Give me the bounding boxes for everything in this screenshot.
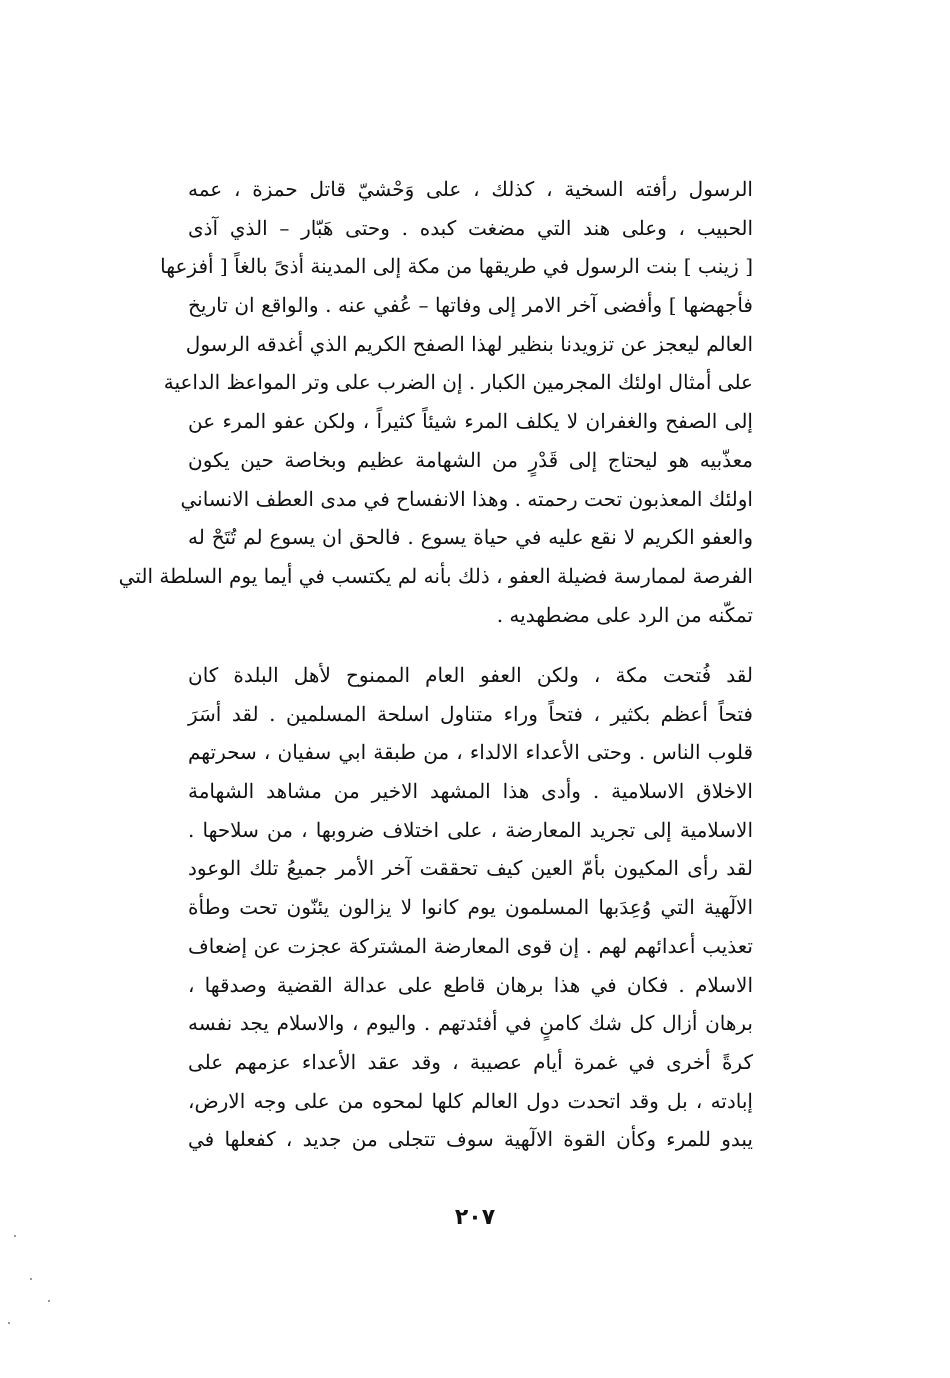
- text-line: على أمثال اولئك المجرمين الكبار . إن الضرب على وتر المواعظ الداعية: [163, 370, 753, 395]
- text-line: الرسول رأفته السخية ، كذلك ، على وَحْشيّ قاتل حمزة ، عمه: [188, 177, 753, 201]
- text-line: لقد رأى المكيون بأمّ العين كيف تحققت آخر الأمر جميعُ تلك الوعود: [188, 856, 753, 881]
- text-line: برهان أزال كل شك كامنٍ في أفئدتهم . واليوم ، والاسلام يجد نفسه: [188, 1011, 753, 1036]
- text-line: لقد فُتحت مكة ، ولكن العفو العام الممنوح لأهل البلدة كان: [188, 663, 753, 687]
- scan-speck: [48, 1300, 50, 1302]
- scan-speck: [14, 1235, 16, 1237]
- text-line: العالم ليعجز عن تزويدنا بنظير لهذا الصفح الكريم الذي أغدقه الرسول: [185, 331, 753, 356]
- text-line: والعفو الكريم لا نقع عليه في حياة يسوع . فالحق ان يسوع لم تُتَحْ له: [188, 525, 753, 550]
- text-line: الاخلاق الاسلامية . وأدى هذا المشهد الاخير من مشاهد الشهامة: [188, 779, 753, 804]
- text-line: الالٓهية التي وُعِدَبها المسلمون يوم كانوا لا يزالون يئنّون تحت وطأة: [188, 895, 753, 920]
- text-line: [ زينب ] بنت الرسول في طريقها من مكة إلى المدينة أذىً بالغاً [ أفزعها: [160, 254, 753, 279]
- text-line: اولئك المعذبون تحت رحمته . وهذا الانفساح في مدى العطف الانساني: [180, 486, 753, 511]
- scan-speck: [8, 1322, 10, 1324]
- text-line: معذّبيه هو ليحتاج إلى قَدْرٍ من الشهامة عظيم وبخاصة حين يكون: [188, 447, 753, 472]
- text-line: كرةً أخرى في غمرة أيام عصيبة ، وقد عقد الأعداء عزمهم على: [188, 1049, 753, 1074]
- scan-speck: [30, 1278, 32, 1280]
- text-line: قلوب الناس . وحتى الأعداء الالداء ، من طبقة ابي سفيان ، سحرتهم: [188, 740, 753, 765]
- text-line: إبادته ، بل وقد اتحدت دول العالم كلها لمحوه من على وجه الارض،: [188, 1088, 753, 1113]
- text-line: فأجهضها ] وأفضى آخر الامر إلى وفاتها – عُفي عنه . والواقع ان تاريخ: [188, 293, 753, 318]
- text-line: الفرصة لممارسة فضيلة العفو ، ذلك بأنه لم يكتسب في أيما يوم السلطة التي: [118, 563, 753, 588]
- text-line: الاسلام . فكان في هذا برهان قاطع على عدالة القضية وصدقها ،: [188, 972, 753, 997]
- page-number: ٢٠٧: [454, 1205, 496, 1230]
- text-line: تعذيب أعدائهم لهم . إن قوى المعارضة المشتركة عجزت عن إضعاف: [188, 933, 753, 958]
- text-line: إلى الصفح والغفران لا يكلف المرء شيئاً كثيراً ، ولكن عفو المرء عن: [188, 409, 753, 434]
- text-line: فتحاً أعظم بكثير ، فتحاً وراء متناول اسلحة المسلمين . لقد أسَرَ: [188, 701, 753, 726]
- paragraph-1: [118, 170, 753, 634]
- text-line: يبدو للمرء وكأن القوة الالٓهية سوف تتجلى من جديد ، كفعلها في: [188, 1127, 753, 1152]
- text-line: الاسلامية إلى تجريد المعارضة ، على اختلاف ضروبها ، من سلاحها .: [188, 817, 753, 842]
- text-line: تمكّنه من الرد على مضطهديه .: [496, 602, 753, 627]
- text-line: الحبيب ، وعلى هند التي مضغت كبده . وحتى هَبّار – الذي آذى: [188, 215, 753, 240]
- paragraph-2: [188, 656, 753, 1159]
